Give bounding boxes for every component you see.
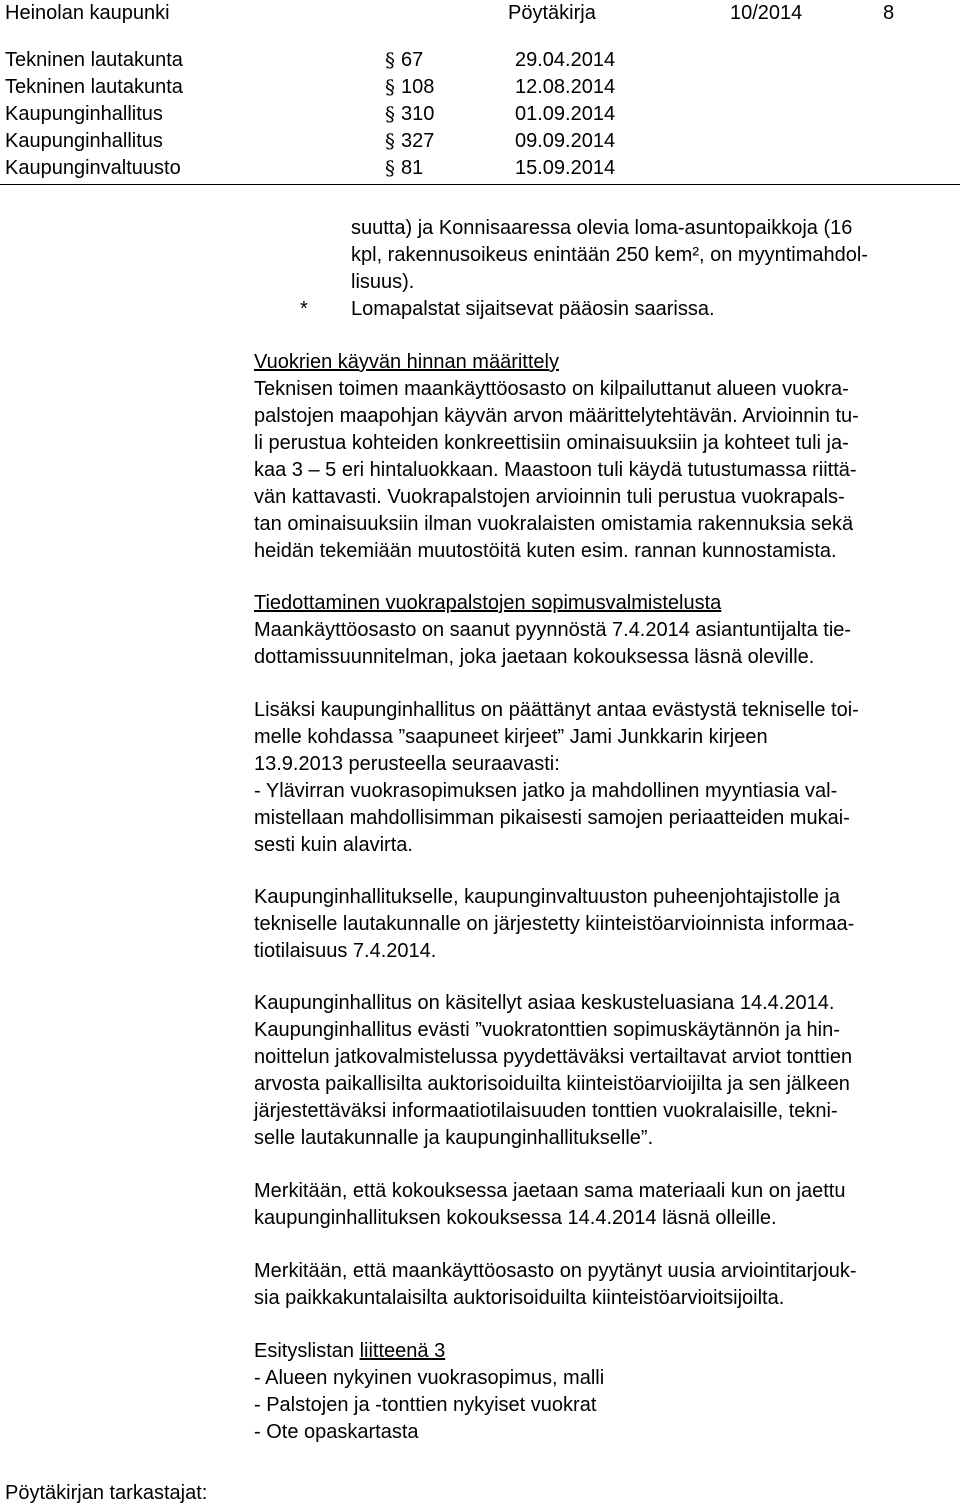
- text-line: mistellaan mahdollisimman pikaisesti samojen periaatteiden mukai-: [254, 807, 850, 829]
- text-line: [254, 565, 944, 592]
- reviewers-label: Pöytäkirjan tarkastajat:: [5, 1482, 208, 1504]
- section-sign: §: [385, 156, 395, 180]
- bullet-marker: *: [300, 298, 308, 320]
- section-sign: §: [385, 102, 395, 126]
- text-line: selle lautakunnalle ja kaupunginhallitukselle”.: [254, 1127, 654, 1149]
- text-line: suutta) ja Konnisaaressa olevia loma-asuntopaikkoja (16: [351, 217, 853, 239]
- text-line: dottamissuunnitelman, joka jaetaan kokouksessa läsnä oleville.: [254, 646, 815, 668]
- paragraph-material-note: [254, 1178, 944, 1232]
- reference-number: 67: [401, 49, 424, 71]
- text-line: sesti kuin alavirta.: [254, 834, 413, 856]
- text-line: sia paikkakuntalaisilta auktorisoiduilta kiinteistöarvioitsijoilta.: [254, 1287, 785, 1309]
- list-item: - Palstojen ja -tonttien nykyiset vuokrat: [254, 1394, 597, 1416]
- reference-number: 310: [401, 103, 435, 125]
- attachments-prefix: Esityslistan: [254, 1340, 355, 1362]
- reference-number: 108: [401, 76, 435, 98]
- text-line: järjestettäväksi informaatiotilaisuuden tonttien vuokralaisille, tekni-: [254, 1100, 838, 1122]
- reference-date: 29.04.2014: [515, 49, 616, 71]
- reference-row: [5, 47, 955, 74]
- text-line: Teknisen toimen maankäyttöosasto on kilpailuttanut alueen vuokra-: [254, 378, 849, 400]
- city-name: Heinolan kaupunki: [5, 2, 170, 24]
- reference-body: Tekninen lautakunta: [5, 76, 183, 98]
- section-heading: Vuokrien käyvän hinnan määrittely: [254, 351, 559, 373]
- intro-text: [351, 215, 960, 296]
- section-communication: [254, 590, 944, 671]
- section-sign: §: [385, 48, 395, 72]
- text-line: tiotilaisuus 7.4.2014.: [254, 940, 437, 962]
- text-line: Lisäksi kaupunginhallitus on päättänyt antaa evästystä tekniselle toi-: [254, 699, 859, 721]
- text-line: 13.9.2013 perusteella seuraavasti:: [254, 753, 560, 775]
- reference-row: [5, 101, 955, 128]
- reference-body: Kaupunginvaltuusto: [5, 157, 181, 179]
- text-line: Merkitään, että maankäyttöosasto on pyytänyt uusia arviointitarjouk-: [254, 1260, 857, 1282]
- reference-body: Kaupunginhallitus: [5, 103, 163, 125]
- reference-body: Kaupunginhallitus: [5, 130, 163, 152]
- reference-row: [5, 128, 955, 155]
- text-line: Kaupunginhallitus evästi ”vuokratonttien sopimuskäytännön ja hin-: [254, 1019, 840, 1041]
- list-item: - Alueen nykyinen vuokrasopimus, malli: [254, 1367, 605, 1389]
- paragraph-new-quotes: [254, 1258, 944, 1312]
- text-line: lisuus).: [351, 271, 415, 293]
- reference-date: 12.08.2014: [515, 76, 616, 98]
- text-line: - Ylävirran vuokrasopimuksen jatko ja mahdollinen myyntiasia val-: [254, 780, 838, 802]
- reference-row: [5, 74, 955, 101]
- reference-number: 327: [401, 130, 435, 152]
- text-line: tan ominaisuuksiin ilman vuokralaisten omistamia rakennuksia sekä: [254, 513, 854, 535]
- attachments: [254, 1338, 944, 1446]
- text-line: palstojen maapohjan käyvän arvon määrittelytehtävän. Arvioinnin tu-: [254, 405, 859, 427]
- paragraph-board-discussion: [254, 990, 944, 1152]
- text-line: tekniselle lautakunnalle on järjestetty kiinteistöarvioinnista informaa-: [254, 913, 855, 935]
- page-number: 8: [883, 2, 895, 24]
- text-line: melle kohdassa ”saapuneet kirjeet” Jami Junkkarin kirjeen: [254, 726, 768, 748]
- text-line: Kaupunginhallitus on käsitellyt asiaa keskusteluasiana 14.4.2014.: [254, 992, 835, 1014]
- list-item: - Ote opaskartasta: [254, 1421, 419, 1443]
- section-sign: §: [385, 129, 395, 153]
- section-sign: §: [385, 75, 395, 99]
- header-divider: [0, 184, 960, 185]
- section-heading: Tiedottaminen vuokrapalstojen sopimusvalmistelusta: [254, 592, 722, 614]
- text-line: vän kattavasti. Vuokrapalstojen arvioinnin tuli perustua vuokrapals-: [254, 486, 845, 508]
- reference-row: [5, 155, 955, 182]
- text-line: Maankäyttöosasto on saanut pyynnöstä 7.4.2014 asiantuntijalta tie-: [254, 619, 852, 641]
- text-line: arvosta paikallisilta auktorisoiduilta kiinteistöarvioijilta ja sen jälkeen: [254, 1073, 850, 1095]
- document-number: 10/2014: [730, 2, 803, 24]
- text-line: heidän tekemiään muutostöitä kuten esim. rannan kunnostamista.: [254, 540, 837, 562]
- reference-date: 09.09.2014: [515, 130, 616, 152]
- text-line: Merkitään, että kokouksessa jaetaan sama materiaali kun on jaettu: [254, 1180, 846, 1202]
- bullet-text: Lomapalstat sijaitsevat pääosin saarissa.: [351, 298, 715, 320]
- text-line: kaupunginhallituksen kokouksessa 14.4.2014 läsnä olleille.: [254, 1207, 777, 1229]
- paragraph-info-event: [254, 884, 944, 965]
- attachment-link[interactable]: liitteenä 3: [359, 1340, 446, 1362]
- reference-date: 15.09.2014: [515, 157, 616, 179]
- reference-number: 81: [401, 157, 424, 179]
- paragraph-guidance: [254, 697, 944, 859]
- text-line: Kaupunginhallitukselle, kaupunginvaltuuston puheenjohtajistolle ja: [254, 886, 840, 908]
- attachments-heading: [254, 1338, 944, 1365]
- text-line: li perustua kohteiden konkreettisiin ominaisuuksiin ja kohteet tuli ja-: [254, 432, 849, 454]
- text-line: kpl, rakennusoikeus enintään 250 kem², on myyntimahdol-: [351, 244, 868, 266]
- reference-body: Tekninen lautakunta: [5, 49, 183, 71]
- document-type: Pöytäkirja: [508, 2, 596, 24]
- section-fair-rent: [254, 349, 944, 592]
- reference-date: 01.09.2014: [515, 103, 616, 125]
- text-line: kaa 3 – 5 eri hintaluokkaan. Maastoon tuli käydä tutustumassa riittä-: [254, 459, 857, 481]
- text-line: noittelun jatkovalmistelussa pyydettäväksi vertailtavat arviot tonttien: [254, 1046, 853, 1068]
